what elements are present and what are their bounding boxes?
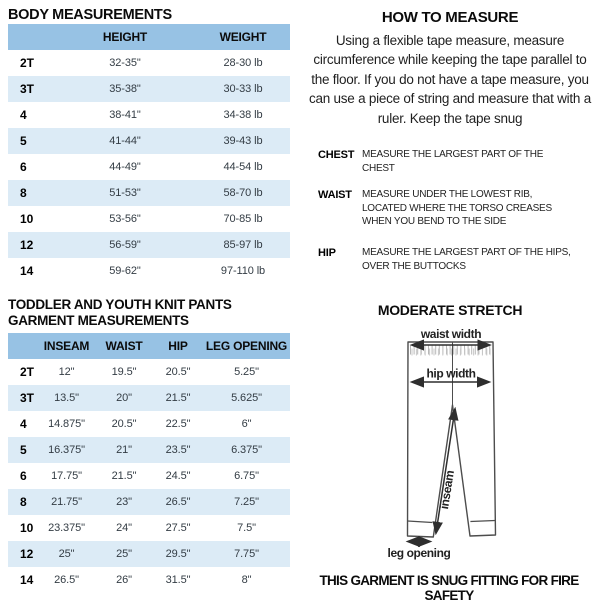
hip-column-header: HIP xyxy=(153,333,203,359)
waist-cell: 20.5" xyxy=(111,418,137,430)
size-cell: 5 xyxy=(20,134,27,148)
table-row xyxy=(8,567,290,593)
weight-cell: 30-33 lb xyxy=(223,83,263,95)
inseam-cell: 26.5" xyxy=(54,574,79,586)
inseam-cell: 21.75" xyxy=(51,496,82,508)
waist-column-header: WAIST xyxy=(95,333,153,359)
height-cell: 56-59" xyxy=(109,239,141,251)
size-cell: 6 xyxy=(20,469,27,483)
leg_opening-cell: 6.375" xyxy=(231,444,262,456)
waist-cell: 23" xyxy=(116,496,132,508)
weight-cell: 44-54 lb xyxy=(223,161,263,173)
body-table-header-row xyxy=(8,24,290,50)
height-column-header: HEIGHT xyxy=(54,24,196,50)
leg-opening-label: leg opening xyxy=(387,546,451,560)
waist-cell: 24" xyxy=(116,522,132,534)
size-cell: 12 xyxy=(20,238,34,252)
weight-cell: 85-97 lb xyxy=(223,239,263,251)
hip-label: HIP xyxy=(318,247,336,259)
height-cell: 32-35" xyxy=(109,57,141,69)
leg_opening-cell: 7.5" xyxy=(237,522,256,534)
garment-measurements-table xyxy=(8,333,290,593)
table-row xyxy=(8,50,290,76)
weight-cell: 39-43 lb xyxy=(223,135,263,147)
table-row xyxy=(8,206,290,232)
hip-cell: 26.5" xyxy=(165,496,191,508)
table-row xyxy=(8,463,290,489)
size-cell: 10 xyxy=(20,212,34,226)
moderate-stretch-title: MODERATE STRETCH xyxy=(377,302,523,318)
height-cell: 51-53" xyxy=(109,187,141,199)
waist-instruction: MEASURE UNDER THE LOWEST RIB, LOCATED WHERE THE TORSO CREASES WHEN YOU BEND TO THE SIDE xyxy=(362,189,552,227)
measure-item-chest xyxy=(318,148,588,175)
waist-width-label: waist width xyxy=(420,328,482,341)
inseam-cell: 13.5" xyxy=(54,392,79,404)
inseam-cell: 17.75" xyxy=(51,470,82,482)
right-cuff-line xyxy=(470,521,495,522)
hip-cell: 27.5" xyxy=(165,522,191,534)
weight-cell: 28-30 lb xyxy=(223,57,263,69)
weight-cell: 58-70 lb xyxy=(223,187,263,199)
garment-measurements-title xyxy=(8,297,232,328)
table-row xyxy=(8,515,290,541)
inseam-cell: 23.375" xyxy=(48,522,85,534)
size-cell: 12 xyxy=(20,547,34,561)
weight-cell: 97-110 lb xyxy=(220,265,266,277)
table-row xyxy=(8,76,290,102)
size-cell: 6 xyxy=(20,160,27,174)
hip-cell: 20.5" xyxy=(165,366,191,378)
weight-cell: 34-38 lb xyxy=(223,109,263,121)
size-cell: 8 xyxy=(20,495,27,509)
garment-title-line1: TODDLER AND YOUTH KNIT PANTS xyxy=(8,297,232,312)
waist-cell: 21.5" xyxy=(111,470,137,482)
table-row xyxy=(8,258,290,284)
measure-item-hip xyxy=(318,246,588,273)
hip-cell: 23.5" xyxy=(165,444,191,456)
size-cell: 2T xyxy=(20,365,34,379)
table-row xyxy=(8,102,290,128)
inseam-label: inseam xyxy=(437,469,457,511)
how-to-measure-intro: Using a flexible tape measure, measure circumference while keeping the tape parallel to the floor. If you do not have a tape measure, you can use a piece of string and measure that with a ruler. Keep the tape snug xyxy=(309,33,591,126)
weight-cell: 70-85 lb xyxy=(223,213,263,225)
garment-table-header-row xyxy=(8,333,290,359)
table-row xyxy=(8,359,290,385)
hip-cell: 31.5" xyxy=(165,574,191,586)
measure-item-waist xyxy=(318,188,588,229)
inseam-cell: 25" xyxy=(58,548,75,560)
waist-cell: 21" xyxy=(116,444,132,456)
height-cell: 53-56" xyxy=(109,213,141,225)
table-row xyxy=(8,154,290,180)
left-cuff-line xyxy=(408,521,433,523)
hip-cell: 22.5" xyxy=(165,418,191,430)
size-cell: 4 xyxy=(20,108,27,122)
size-column-header xyxy=(8,24,54,50)
hip-cell: 21.5" xyxy=(165,392,191,404)
table-row xyxy=(8,385,290,411)
body-measurements-title: BODY MEASUREMENTS xyxy=(8,7,172,23)
height-cell: 35-38" xyxy=(109,83,141,95)
inseam-cell: 12" xyxy=(58,366,75,378)
leg_opening-cell: 6" xyxy=(241,418,252,430)
table-row xyxy=(8,541,290,567)
height-cell: 44-49" xyxy=(109,161,141,173)
leg_opening-cell: 6.75" xyxy=(234,470,259,482)
table-row xyxy=(8,411,290,437)
pants-measurement-diagram-icon xyxy=(352,328,552,565)
height-cell: 41-44" xyxy=(109,135,141,147)
size-cell: 4 xyxy=(20,417,27,431)
table-row xyxy=(8,180,290,206)
inseam-cell: 16.375" xyxy=(48,444,85,456)
chest-instruction: MEASURE THE LARGEST PART OF THE CHEST xyxy=(362,149,544,174)
leg_opening-cell: 5.25" xyxy=(234,366,259,378)
leg_opening-cell: 8" xyxy=(241,574,252,586)
garment-title-line2: GARMENT MEASUREMENTS xyxy=(8,312,189,328)
hip-cell: 29.5" xyxy=(165,548,191,560)
leg_opening-cell: 5.625" xyxy=(231,392,262,404)
size-column-header xyxy=(8,333,38,359)
size-cell: 14 xyxy=(20,573,34,587)
waist-label: WAIST xyxy=(318,189,352,201)
size-cell: 3T xyxy=(20,391,34,405)
waist-cell: 26" xyxy=(116,574,132,586)
size-cell: 2T xyxy=(20,56,34,70)
table-row xyxy=(8,489,290,515)
fire-safety-notice: THIS GARMENT IS SNUG FITTING FOR FIRE SAFETY xyxy=(319,573,579,600)
waist-cell: 25" xyxy=(116,548,132,560)
inseam-column-header: INSEAM xyxy=(38,333,95,359)
size-cell: 3T xyxy=(20,82,34,96)
hip-instruction: MEASURE THE LARGEST PART OF THE HIPS, OVER THE BUTTOCKS xyxy=(362,247,571,272)
height-cell: 38-41" xyxy=(109,109,141,121)
hip-cell: 24.5" xyxy=(165,470,191,482)
size-cell: 5 xyxy=(20,443,27,457)
leg-opening-column-header: LEG OPENING xyxy=(203,333,290,359)
waist-cell: 19.5" xyxy=(111,366,137,378)
body-measurements-table xyxy=(8,24,290,284)
table-row xyxy=(8,437,290,463)
chest-label: CHEST xyxy=(318,149,355,161)
leg_opening-cell: 7.25" xyxy=(234,496,259,508)
waist-cell: 20" xyxy=(116,392,132,404)
size-cell: 14 xyxy=(20,264,34,278)
size-cell: 10 xyxy=(20,521,34,535)
height-cell: 59-62" xyxy=(109,265,141,277)
weight-column-header: WEIGHT xyxy=(196,24,290,50)
size-cell: 8 xyxy=(20,186,27,200)
hip-width-label: hip width xyxy=(426,366,476,381)
how-to-measure-title: HOW TO MEASURE xyxy=(381,9,519,26)
leg_opening-cell: 7.75" xyxy=(234,548,259,560)
table-row xyxy=(8,232,290,258)
table-row xyxy=(8,128,290,154)
inseam-cell: 14.875" xyxy=(48,418,85,430)
